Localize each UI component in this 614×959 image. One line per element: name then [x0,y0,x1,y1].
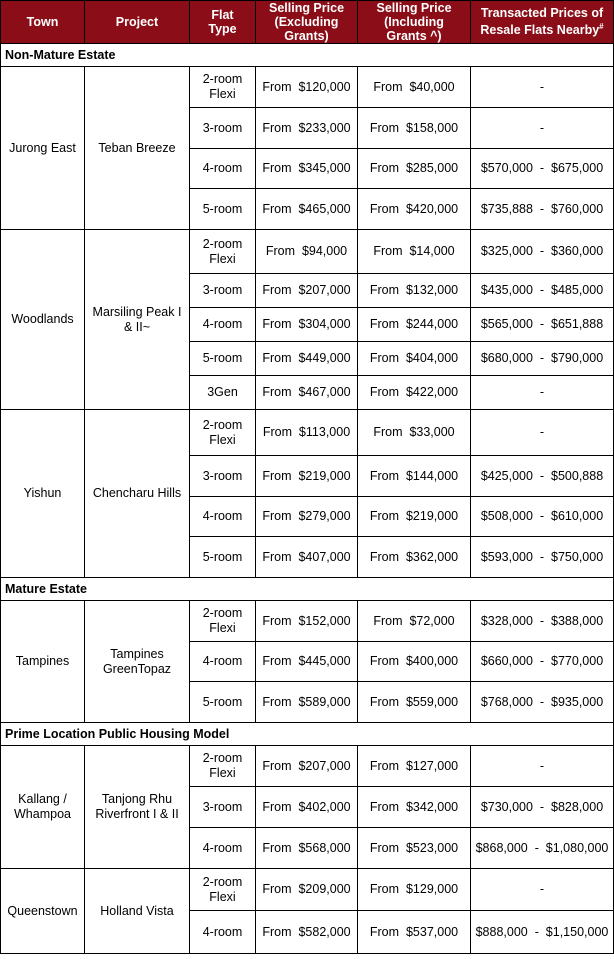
table-row [1,410,614,456]
table-row [1,230,614,274]
resale-price-cell: $508,000 - $610,000 [471,497,614,537]
price-incl-cell: From $129,000 [358,869,471,911]
price-incl-cell: From $342,000 [358,787,471,828]
flat-type-cell: 4-room [190,828,256,869]
project-cell: Teban Breeze [85,67,190,230]
price-excl-cell: From $219,000 [256,456,358,497]
project-cell: Chencharu Hills [85,410,190,578]
table-row [1,869,614,911]
header-resale [471,1,614,44]
header-selling-excl [256,1,358,44]
flat-type-cell: 3-room [190,456,256,497]
price-incl-cell: From $72,000 [358,601,471,642]
flat-type-cell: 2-room Flexi [190,869,256,911]
price-incl-cell: From $158,000 [358,108,471,149]
flat-type-cell: 3-room [190,108,256,149]
resale-price-cell: $565,000 - $651,888 [471,308,614,342]
section-title: Mature Estate [1,578,614,601]
price-incl-cell: From $40,000 [358,67,471,108]
resale-price-cell: $435,000 - $485,000 [471,274,614,308]
price-excl-cell: From $582,000 [256,911,358,954]
price-incl-cell: From $33,000 [358,410,471,456]
price-incl-cell: From $14,000 [358,230,471,274]
project-cell: Marsiling Peak I & II~ [85,230,190,410]
price-incl-cell: From $523,000 [358,828,471,869]
section-row [1,44,614,67]
project-cell: Tanjong Rhu Riverfront I & II [85,746,190,869]
flat-type-cell: 2-room Flexi [190,746,256,787]
header-project [85,1,190,44]
resale-price-cell: $593,000 - $750,000 [471,537,614,578]
price-incl-cell: From $559,000 [358,682,471,723]
price-excl-cell: From $589,000 [256,682,358,723]
price-excl-cell: From $449,000 [256,342,358,376]
price-excl-cell: From $467,000 [256,376,358,410]
header-row [1,1,614,44]
flat-type-cell: 4-room [190,497,256,537]
flat-type-cell: 2-room Flexi [190,230,256,274]
price-incl-cell: From $537,000 [358,911,471,954]
price-excl-cell: From $120,000 [256,67,358,108]
section-row [1,723,614,746]
flat-type-cell: 5-room [190,342,256,376]
header-resale-label: Transacted Prices of Resale Flats Nearby [480,6,604,38]
price-incl-cell: From $362,000 [358,537,471,578]
town-cell: Jurong East [1,67,85,230]
price-incl-cell: From $404,000 [358,342,471,376]
flat-type-cell: 2-room Flexi [190,601,256,642]
section-title: Prime Location Public Housing Model [1,723,614,746]
table-row [1,746,614,787]
price-excl-cell: From $233,000 [256,108,358,149]
price-excl-cell: From $94,000 [256,230,358,274]
price-incl-cell: From $400,000 [358,642,471,682]
resale-price-cell: - [471,410,614,456]
flat-type-cell: 5-room [190,537,256,578]
town-cell: Queenstown [1,869,85,954]
price-excl-cell: From $568,000 [256,828,358,869]
resale-price-cell: - [471,376,614,410]
resale-price-cell: - [471,108,614,149]
flat-type-cell: 4-room [190,308,256,342]
price-incl-cell: From $420,000 [358,189,471,230]
section-row [1,578,614,601]
flat-type-cell: 5-room [190,682,256,723]
resale-price-cell: $680,000 - $790,000 [471,342,614,376]
price-excl-cell: From $209,000 [256,869,358,911]
flat-type-cell: 3-room [190,787,256,828]
flat-type-cell: 3-room [190,274,256,308]
flat-type-cell: 2-room Flexi [190,67,256,108]
resale-price-cell: $570,000 - $675,000 [471,149,614,189]
section-title: Non-Mature Estate [1,44,614,67]
header-flat-type-label: Flat Type [208,8,237,36]
resale-price-cell: $660,000 - $770,000 [471,642,614,682]
resale-price-cell: - [471,67,614,108]
table-body [1,44,614,954]
price-excl-cell: From $207,000 [256,274,358,308]
flat-type-cell: 4-room [190,642,256,682]
resale-price-cell: $325,000 - $360,000 [471,230,614,274]
price-incl-cell: From $244,000 [358,308,471,342]
resale-price-cell: $425,000 - $500,888 [471,456,614,497]
header-selling-excl-label: Selling Price (Excluding Grants) [268,1,345,43]
resale-price-cell: - [471,869,614,911]
price-excl-cell: From $402,000 [256,787,358,828]
price-excl-cell: From $445,000 [256,642,358,682]
project-cell: Tampines GreenTopaz [85,601,190,723]
resale-price-cell: $868,000 - $1,080,000 [471,828,614,869]
price-excl-cell: From $113,000 [256,410,358,456]
project-cell: Holland Vista [85,869,190,954]
resale-price-cell: $768,000 - $935,000 [471,682,614,723]
town-cell: Woodlands [1,230,85,410]
flat-type-cell: 4-room [190,911,256,954]
table-row [1,67,614,108]
flat-type-cell: 2-room Flexi [190,410,256,456]
town-cell: Kallang / Whampoa [1,746,85,869]
price-incl-cell: From $285,000 [358,149,471,189]
header-town-label: Town [26,15,59,29]
price-incl-cell: From $132,000 [358,274,471,308]
town-cell: Yishun [1,410,85,578]
resale-price-cell: $888,000 - $1,150,000 [471,911,614,954]
flat-type-cell: 4-room [190,149,256,189]
header-town [1,1,85,44]
resale-price-cell: - [471,746,614,787]
price-incl-cell: From $422,000 [358,376,471,410]
price-incl-cell: From $127,000 [358,746,471,787]
resale-price-cell: $735,888 - $760,000 [471,189,614,230]
price-incl-cell: From $144,000 [358,456,471,497]
resale-price-cell: $328,000 - $388,000 [471,601,614,642]
price-excl-cell: From $407,000 [256,537,358,578]
header-project-label: Project [115,15,159,29]
header-selling-incl-label: Selling Price (Including Grants ^) [376,1,452,43]
flat-type-cell: 3Gen [190,376,256,410]
price-excl-cell: From $465,000 [256,189,358,230]
price-incl-cell: From $219,000 [358,497,471,537]
flat-type-cell: 5-room [190,189,256,230]
resale-price-cell: $730,000 - $828,000 [471,787,614,828]
header-flat-type [190,1,256,44]
price-excl-cell: From $207,000 [256,746,358,787]
price-excl-cell: From $304,000 [256,308,358,342]
price-excl-cell: From $152,000 [256,601,358,642]
table-row [1,601,614,642]
header-resale-footnote-mark: # [599,22,604,32]
header-selling-incl [358,1,471,44]
price-excl-cell: From $345,000 [256,149,358,189]
price-excl-cell: From $279,000 [256,497,358,537]
town-cell: Tampines [1,601,85,723]
